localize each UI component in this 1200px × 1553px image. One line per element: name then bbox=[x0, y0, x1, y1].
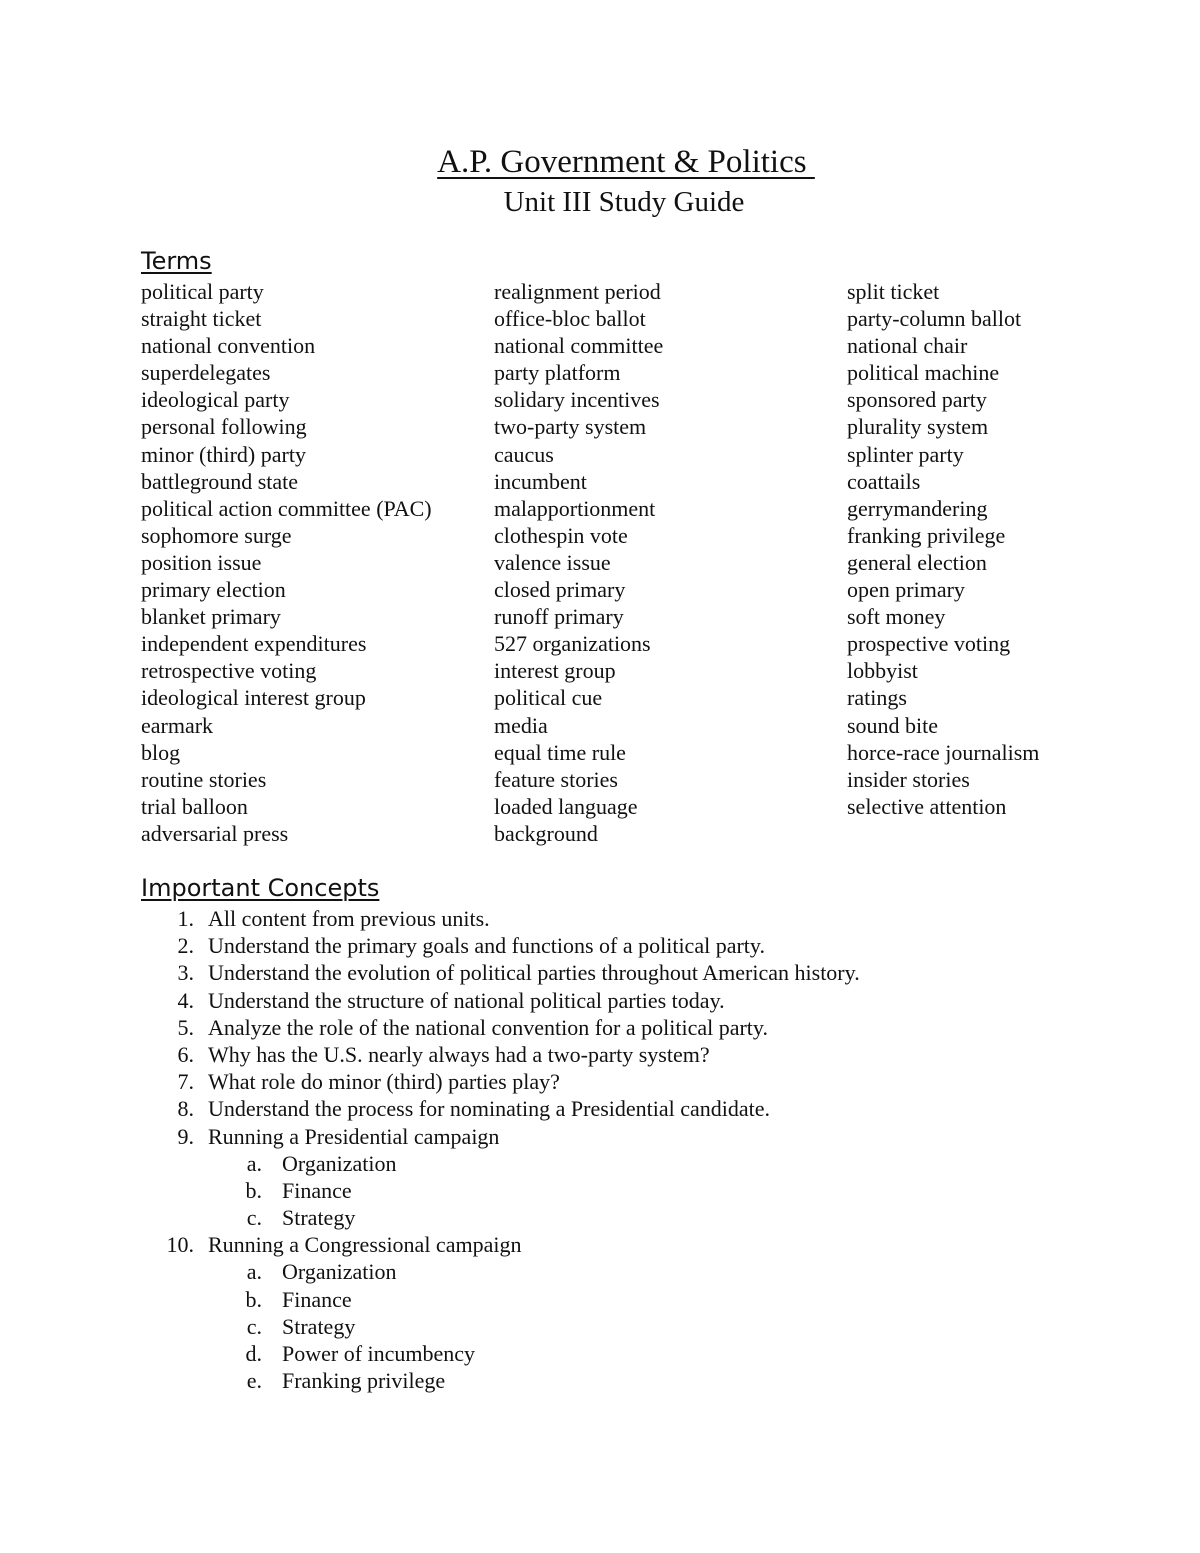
term-item: malapportionment bbox=[494, 495, 656, 521]
concept-number: 5. bbox=[177, 1014, 194, 1040]
term-item: national chair bbox=[847, 333, 968, 359]
term-item: political machine bbox=[847, 360, 1000, 386]
concept-number: 6. bbox=[177, 1041, 194, 1067]
concept-subitem bbox=[0, 1150, 1200, 1177]
subitem-letter: a. bbox=[246, 1150, 262, 1176]
term-item: loaded language bbox=[494, 793, 638, 819]
concept-number: 3. bbox=[177, 960, 194, 986]
term-item: ideological interest group bbox=[141, 685, 366, 711]
term-item: sponsored party bbox=[847, 387, 987, 413]
subitem-text: Organization bbox=[282, 1259, 397, 1285]
term-item: feature stories bbox=[494, 766, 618, 792]
term-item: interest group bbox=[494, 658, 616, 684]
term-item: coattails bbox=[847, 468, 921, 494]
concepts-list bbox=[0, 905, 1200, 1394]
concept-text: Analyze the role of the national convention for a political party. bbox=[208, 1014, 768, 1040]
concept-item bbox=[0, 959, 1200, 986]
term-item: horce-race journalism bbox=[847, 739, 1040, 765]
concept-text: Why has the U.S. nearly always had a two-party system? bbox=[208, 1041, 710, 1067]
term-item: routine stories bbox=[141, 766, 267, 792]
term-item: primary election bbox=[141, 577, 286, 603]
term-item: prospective voting bbox=[847, 631, 1011, 657]
concept-item bbox=[0, 1014, 1200, 1041]
term-item: franking privilege bbox=[847, 522, 1006, 548]
subitem-letter: a. bbox=[246, 1259, 262, 1285]
concept-item bbox=[0, 987, 1200, 1014]
term-item: trial balloon bbox=[141, 793, 248, 819]
subitem-text: Organization bbox=[282, 1150, 397, 1176]
term-item: political party bbox=[141, 279, 264, 304]
term-item: closed primary bbox=[494, 577, 626, 603]
term-item: equal time rule bbox=[494, 739, 626, 765]
term-item: open primary bbox=[847, 577, 965, 603]
term-item: straight ticket bbox=[141, 306, 262, 332]
term-item: battleground state bbox=[141, 468, 299, 494]
concept-text: Running a Presidential campaign bbox=[208, 1123, 500, 1149]
term-item: retrospective voting bbox=[141, 658, 317, 684]
concept-number: 7. bbox=[177, 1069, 194, 1095]
term-item: personal following bbox=[141, 414, 307, 440]
subitem-letter: d. bbox=[245, 1341, 262, 1366]
term-item: party platform bbox=[494, 360, 621, 386]
term-item: ratings bbox=[847, 685, 907, 711]
term-item: superdelegates bbox=[141, 360, 271, 386]
document-title: A.P. Government & Politics bbox=[437, 144, 815, 180]
concept-subitem bbox=[0, 1340, 1200, 1367]
subitem-text: Finance bbox=[282, 1177, 352, 1203]
concept-text: What role do minor (third) parties play? bbox=[208, 1069, 560, 1095]
subitem-letter: c. bbox=[246, 1205, 262, 1231]
concept-text: Running a Congressional campaign bbox=[208, 1232, 522, 1258]
term-item: position issue bbox=[141, 549, 262, 575]
term-item: lobbyist bbox=[847, 658, 918, 684]
term-item: sound bite bbox=[847, 712, 939, 738]
concept-subitem bbox=[0, 1286, 1200, 1313]
terms-heading: Terms bbox=[141, 247, 212, 275]
concept-number: 4. bbox=[177, 987, 194, 1013]
term-item bbox=[847, 820, 1101, 847]
term-item: splinter party bbox=[847, 441, 964, 467]
concept-item bbox=[0, 932, 1200, 959]
term-item: independent expenditures bbox=[141, 631, 367, 657]
concept-subitem bbox=[0, 1313, 1200, 1340]
term-item: clothespin vote bbox=[494, 522, 628, 548]
subitem-letter: e. bbox=[246, 1368, 262, 1394]
concept-text: Understand the evolution of political parties throughout American history. bbox=[208, 960, 860, 986]
subitem-letter: c. bbox=[246, 1313, 262, 1339]
concept-number: 9. bbox=[177, 1123, 194, 1149]
term-item: incumbent bbox=[494, 468, 587, 494]
concept-item bbox=[0, 1123, 1200, 1150]
concept-subitem bbox=[0, 1177, 1200, 1204]
term-item: selective attention bbox=[847, 793, 1007, 819]
concept-text: Understand the primary goals and functions of a political party. bbox=[208, 933, 765, 959]
term-item: split ticket bbox=[847, 279, 940, 304]
concept-text: Understand the structure of national political parties today. bbox=[208, 987, 725, 1013]
term-item: caucus bbox=[494, 441, 554, 467]
subitem-letter: b. bbox=[245, 1177, 262, 1203]
term-item: ideological party bbox=[141, 387, 290, 413]
term-item: 527 organizations bbox=[494, 631, 651, 657]
term-item: national convention bbox=[141, 333, 316, 359]
concept-number: 2. bbox=[177, 933, 194, 959]
concept-item bbox=[0, 1041, 1200, 1068]
term-item: two-party system bbox=[494, 414, 647, 440]
term-item: national committee bbox=[494, 333, 664, 359]
concept-subitem bbox=[0, 1204, 1200, 1231]
concept-text: All content from previous units. bbox=[208, 906, 490, 931]
terms-list bbox=[141, 278, 1101, 847]
term-item: gerrymandering bbox=[847, 495, 988, 521]
subitem-text: Power of incumbency bbox=[282, 1341, 476, 1366]
concept-number: 8. bbox=[177, 1096, 194, 1122]
term-item: adversarial press bbox=[141, 820, 289, 846]
term-item: plurality system bbox=[847, 414, 989, 440]
concept-text: Understand the process for nominating a Presidential candidate. bbox=[208, 1096, 771, 1122]
subitem-text: Strategy bbox=[282, 1205, 356, 1231]
concept-item bbox=[0, 1095, 1200, 1122]
term-item: soft money bbox=[847, 604, 946, 630]
term-item: political action committee (PAC) bbox=[141, 495, 432, 521]
term-item: solidary incentives bbox=[494, 387, 660, 413]
concept-subitem bbox=[0, 1258, 1200, 1285]
term-item: insider stories bbox=[847, 766, 970, 792]
term-item: valence issue bbox=[494, 549, 611, 575]
term-item: minor (third) party bbox=[141, 441, 306, 467]
term-item: general election bbox=[847, 549, 987, 575]
term-item: political cue bbox=[494, 685, 603, 711]
term-item: sophomore surge bbox=[141, 522, 292, 548]
subitem-text: Franking privilege bbox=[282, 1368, 446, 1394]
concept-number: 1. bbox=[177, 906, 194, 931]
subitem-text: Strategy bbox=[282, 1313, 356, 1339]
subitem-text: Finance bbox=[282, 1286, 352, 1312]
term-item: blanket primary bbox=[141, 604, 281, 630]
term-item: background bbox=[494, 820, 598, 846]
term-item: blog bbox=[141, 739, 181, 765]
term-item: media bbox=[494, 712, 548, 738]
concept-item bbox=[0, 1231, 1200, 1258]
term-item: office-bloc ballot bbox=[494, 306, 646, 332]
term-item: runoff primary bbox=[494, 604, 624, 630]
term-item: earmark bbox=[141, 712, 214, 738]
concepts-heading: Important Concepts bbox=[141, 874, 380, 902]
concept-item bbox=[0, 905, 1200, 932]
term-item: party-column ballot bbox=[847, 306, 1022, 332]
subitem-letter: b. bbox=[245, 1286, 262, 1312]
concept-number: 10. bbox=[166, 1232, 194, 1258]
concept-item bbox=[0, 1068, 1200, 1095]
concept-subitem bbox=[0, 1367, 1200, 1394]
term-item: realignment period bbox=[494, 279, 661, 304]
document-subtitle: Unit III Study Guide bbox=[503, 186, 745, 218]
